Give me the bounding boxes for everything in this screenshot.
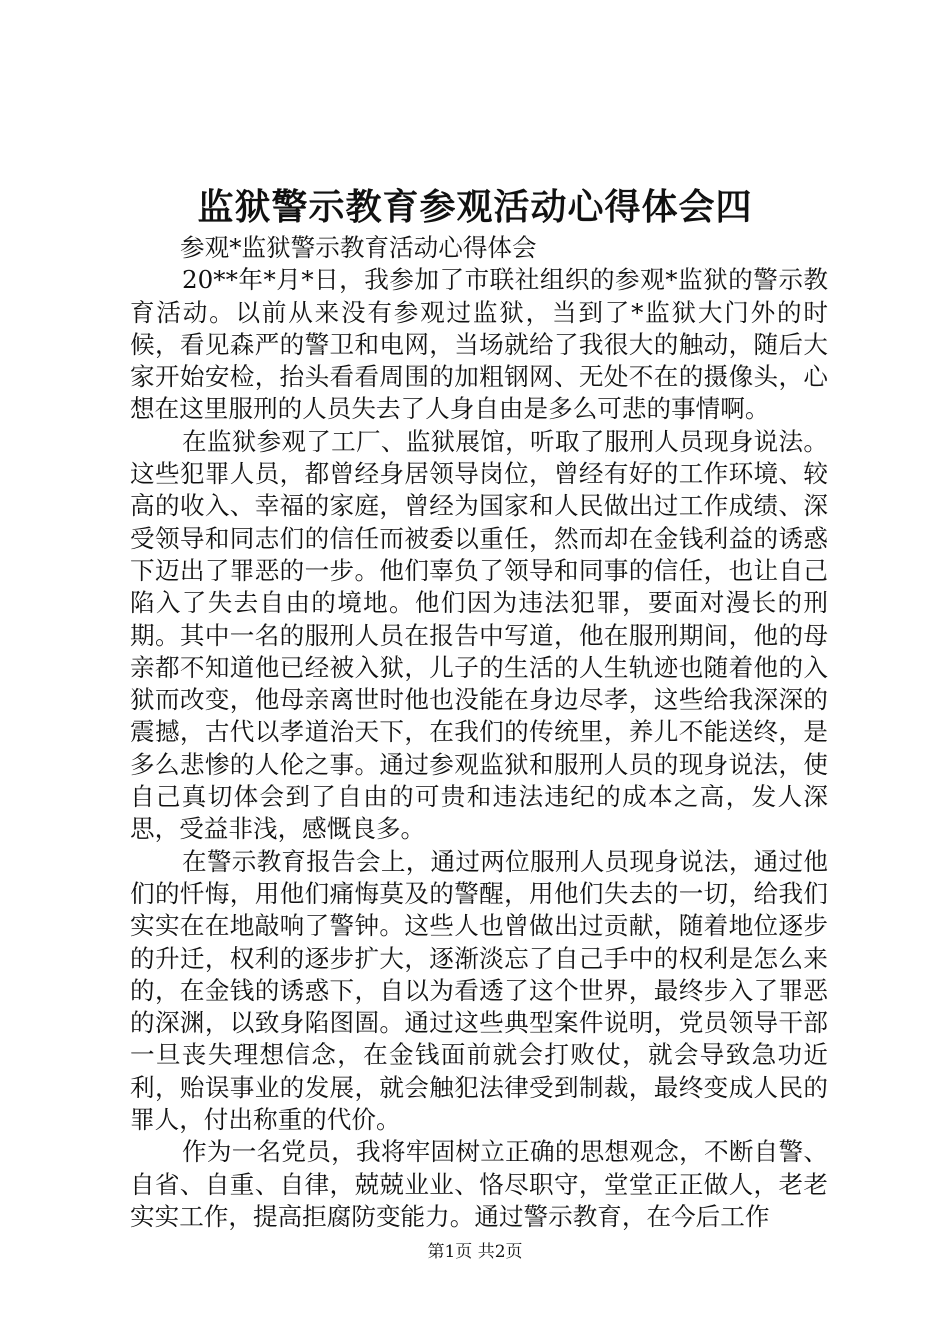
body-paragraph-3: 在警示教育报告会上，通过两位服刑人员现身说法，通过他们的忏悔，用他们痛悔莫及的警醒，用他们失去的一切，给我们实实在在地敲响了警钟。这些人也曾做出过贡献，随着地位逐步的升迁，权利的逐步扩大，逐渐淡忘了自己手中的权利是怎么来的，在金钱的诱惑下，自以为看透了这个世界，最终步入了罪恶的深渊，以致身陷图圄。通过这些典型案件说明，党员领导干部一旦丧失理想信念，在金钱面前就会打败仗，就会导致急功近利，贻误事业的发展，就会触犯法律受到制裁，最终变成人民的罪人，付出称重的代价。: [130, 846, 828, 1135]
body-paragraph-2: 在监狱参观了工厂、监狱展馆，听取了服刑人员现身说法。这些犯罪人员，都曾经身居领导岗位，曾经有好的工作环境、较高的收入、幸福的家庭，曾经为国家和人民做出过工作成绩、深受领导和同志们的信任而被委以重任，然而却在金钱利益的诱惑下迈出了罪恶的一步。他们辜负了领导和同事的信任，也让自己陷入了失去自由的境地。他们因为违法犯罪，要面对漫长的刑期。其中一名的服刑人员在报告中写道，他在服刑期间，他的母亲都不知道他已经被入狱，儿子的生活的人生轨迹也随着他的入狱而改变，他母亲离世时他也没能在身边尽孝，这些给我深深的震撼，古代以孝道治天下，在我们的传统里，养儿不能送终，是多么悲惨的人伦之事。通过参观监狱和服刑人员的现身说法，使自己真切体会到了自由的可贵和违法违纪的成本之高，发人深思，受益非浅，感慨良多。: [130, 426, 828, 844]
document-subtitle: 参观*监狱警示教育活动心得体会: [180, 233, 537, 262]
page-number-footer: 第1页 共2页: [427, 1242, 523, 1262]
document-title: 监狱警示教育参观活动心得体会四: [197, 187, 753, 228]
body-paragraph-1: 20**年*月*日，我参加了市联社组织的参观*监狱的警示教育活动。以前从来没有参观过监狱，当到了*监狱大门外的时候，看见森严的警卫和电网，当场就给了我很大的触动，随后大家开始安检，抬头看看周围的加粗钢网、无处不在的摄像头，心想在这里服刑的人员失去了人身自由是多么可悲的事情啊。: [130, 265, 828, 424]
body-paragraph-4: 作为一名党员，我将牢固树立正确的思想观念，不断自警、自省、自重、自律，兢兢业业、恪尽职守，堂堂正正做人，老老实实工作，提高拒腐防变能力。通过警示教育，在今后工作: [130, 1137, 828, 1231]
document-body: [130, 232, 828, 1233]
